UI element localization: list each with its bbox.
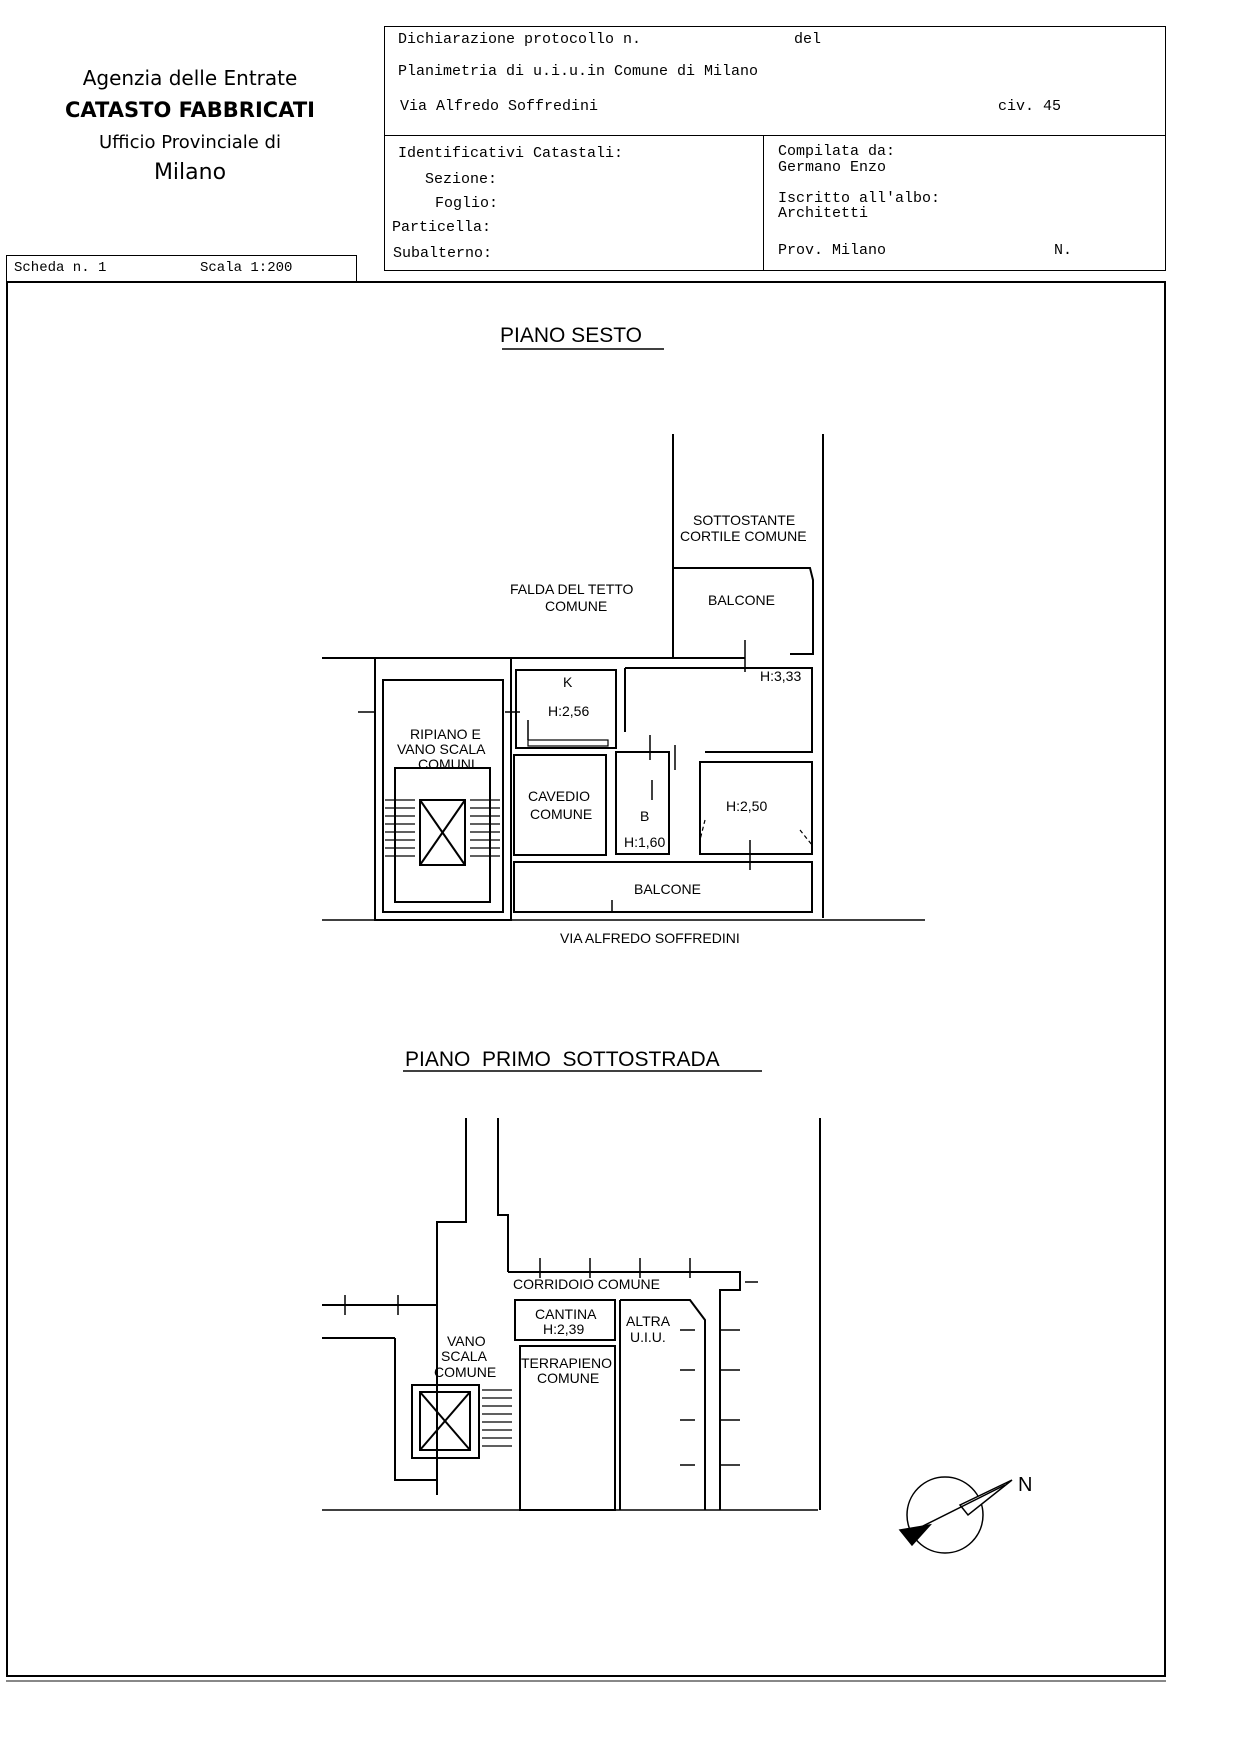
- balcone-bottom-label: BALCONE: [634, 881, 701, 897]
- scheda-label: Scheda n. 1: [14, 260, 107, 276]
- civico: civ. 45: [998, 98, 1062, 115]
- vano-line1: VANO: [447, 1333, 486, 1349]
- balcone-top-label: BALCONE: [708, 592, 775, 608]
- falda-line1: FALDA DEL TETTO: [510, 581, 634, 597]
- terrapieno-line1: TERRAPIENO: [521, 1355, 613, 1371]
- floorB-title: PIANO PRIMO SOTTOSTRADA: [405, 1048, 720, 1071]
- altra-line1: ALTRA: [626, 1313, 671, 1329]
- prov-label: Prov. Milano: [778, 242, 887, 259]
- north-label: N: [1018, 1474, 1033, 1496]
- cavedio-line1: CAVEDIO: [528, 788, 590, 804]
- street-label: VIA ALFREDO SOFFREDINI: [560, 930, 740, 946]
- planimetria-line: Planimetria di u.i.u.in Comune di Milano: [398, 63, 759, 80]
- kitchen-label: K: [563, 674, 573, 690]
- ufficio-label: Ufficio Provinciale di: [99, 132, 281, 153]
- particella-label: Particella:: [392, 219, 492, 236]
- ripiano-line1: RIPIANO E: [410, 726, 481, 742]
- compilata-name: Germano Enzo: [778, 159, 887, 176]
- subalterno-label: Subalterno:: [393, 245, 493, 262]
- height-256: H:2,56: [548, 703, 590, 719]
- ripiano-line2: VANO SCALA: [397, 741, 486, 757]
- height-160: H:1,60: [624, 834, 666, 850]
- terrapieno-line2: COMUNE: [537, 1370, 600, 1386]
- protocol-del: del: [794, 31, 822, 48]
- vano-line3: COMUNE: [434, 1364, 497, 1380]
- floor6-title: PIANO SESTO: [500, 324, 642, 347]
- height-250: H:2,50: [726, 798, 768, 814]
- compilata-label: Compilata da:: [778, 143, 896, 160]
- address-line: Via Alfredo Soffredini: [400, 98, 599, 115]
- height-333: H:3,33: [760, 668, 802, 684]
- altra-line2: U.I.U.: [630, 1329, 666, 1345]
- corridoio-label: CORRIDOIO COMUNE: [513, 1276, 660, 1292]
- agency-name: Agenzia delle Entrate: [82, 66, 298, 90]
- vano-line2: SCALA: [441, 1348, 487, 1364]
- protocol-label: Dichiarazione protocollo n.: [398, 31, 642, 48]
- cantina-line1: CANTINA: [535, 1306, 597, 1322]
- iscritto-label: Iscritto all'albo:: [778, 190, 941, 207]
- ripiano-line3: COMUNI: [418, 756, 475, 772]
- ufficio-city: Milano: [153, 160, 227, 185]
- identificativi-label: Identificativi Catastali:: [398, 145, 624, 162]
- numero-label: N.: [1054, 242, 1073, 259]
- iscritto-value: Architetti: [778, 205, 869, 222]
- cantina-line2: H:2,39: [543, 1321, 585, 1337]
- sottostante-line2: CORTILE COMUNE: [680, 528, 807, 544]
- falda-line2: COMUNE: [545, 598, 608, 614]
- sottostante-line1: SOTTOSTANTE: [693, 512, 796, 528]
- sezione-label: Sezione:: [425, 171, 498, 188]
- foglio-label: Foglio:: [435, 195, 499, 212]
- cavedio-line2: COMUNE: [530, 806, 593, 822]
- bath-label: B: [640, 808, 650, 824]
- scala-label: Scala 1:200: [200, 260, 293, 276]
- catasto-title: CATASTO FABBRICATI: [65, 98, 315, 122]
